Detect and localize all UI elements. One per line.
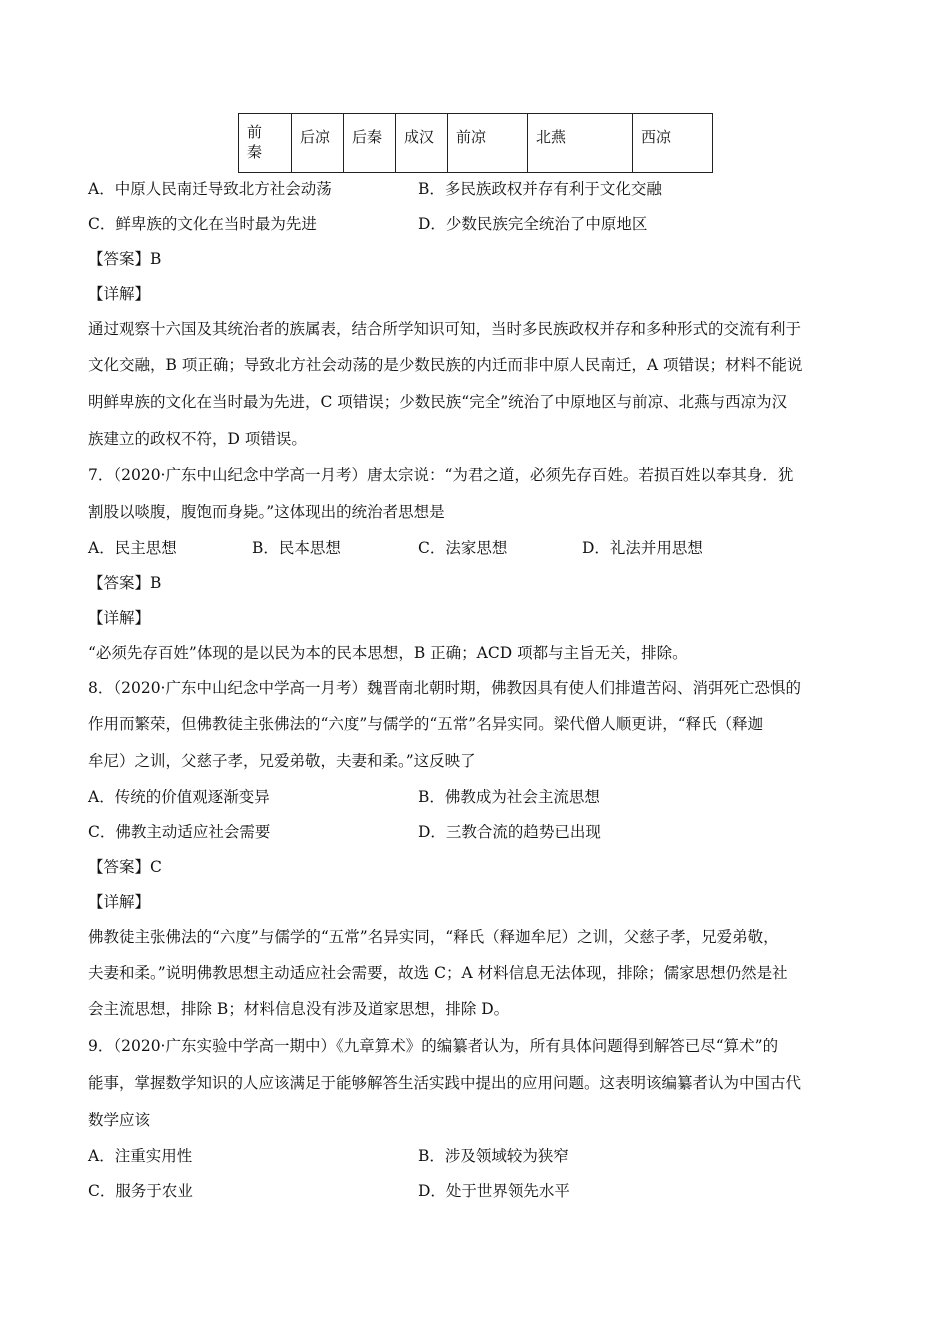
- q9-option-a: A．注重实用性: [88, 1147, 193, 1165]
- table-cell: 北燕: [528, 114, 633, 173]
- q6-option-d: D．少数民族完全统治了中原地区: [418, 215, 648, 233]
- q9-stem-line: 9．（2020·广东实验中学高一期中）《九章算术》的编纂者认为，所有具体问题得到解答已尽“算术”的: [88, 1037, 779, 1055]
- table-cell: 后凉: [292, 114, 344, 173]
- q8-detail-line: 夫妻和柔。”说明佛教思想主动适应社会需要，故选 C；A 材料信息无法体现，排除；儒家思想仍然是社: [88, 964, 788, 982]
- q7-option-c: C．法家思想: [418, 539, 508, 557]
- q8-option-d: D．三教合流的趋势已出现: [418, 823, 601, 841]
- q7-detail-line: “必须先存百姓”体现的是以民为本的民本思想，B 正确；ACD 项都与主旨无关，排除。: [88, 644, 688, 662]
- q8-detail-line: 佛教徒主张佛法的“六度”与儒学的“五常”名异实同，“释氏（释迦牟尼）之训，父慈子孝，兄爱弟敬，: [88, 928, 779, 946]
- q9-stem-line: 数学应该: [88, 1111, 151, 1129]
- q6-detail-line: 明鲜卑族的文化在当时最为先进，C 项错误；少数民族“完全”统治了中原地区与前凉、北燕与西凉为汉: [88, 393, 788, 411]
- q6-detail-label: 【详解】: [88, 285, 151, 303]
- q6-option-c: C．鲜卑族的文化在当时最为先进: [88, 215, 317, 233]
- q6-answer: 【答案】B: [88, 250, 162, 268]
- q9-option-d: D．处于世界领先水平: [418, 1182, 570, 1200]
- q8-option-c: C．佛教主动适应社会需要: [88, 823, 271, 841]
- q7-option-d: D．礼法并用思想: [582, 539, 703, 557]
- dynasty-table: [238, 113, 713, 173]
- q7-option-b: B．民本思想: [252, 539, 341, 557]
- q6-detail-line: 文化交融，B 项正确；导致北方社会动荡的是少数民族的内迁而非中原人民南迁，A 项错误；材料不能说: [88, 356, 803, 374]
- q8-option-a: A．传统的价值观逐渐变异: [88, 788, 270, 806]
- q6-option-b: B．多民族政权并存有利于文化交融: [418, 180, 662, 198]
- q7-answer: 【答案】B: [88, 574, 162, 592]
- q8-stem-line: 牟尼）之训，父慈子孝，兄爱弟敬，夫妻和柔。”这反映了: [88, 752, 476, 770]
- q8-stem-line: 作用而繁荣，但佛教徒主张佛法的“六度”与儒学的“五常”名异实同。梁代僧人顺更讲，“释氏（释迦: [88, 715, 764, 733]
- q9-stem-line: 能事，掌握数学知识的人应该满足于能够解答生活实践中提出的应用问题。这表明该编纂者认为中国古代: [88, 1074, 802, 1092]
- q8-detail-label: 【详解】: [88, 893, 151, 911]
- table-row: [239, 114, 713, 173]
- q9-option-c: C．服务于农业: [88, 1182, 193, 1200]
- q6-detail-line: 通过观察十六国及其统治者的族属表，结合所学知识可知，当时多民族政权并存和多种形式的交流有利于: [88, 320, 802, 338]
- table-cell: 西凉: [633, 114, 713, 173]
- q8-answer: 【答案】C: [88, 858, 162, 876]
- table-cell: 前秦: [239, 114, 292, 173]
- q7-option-a: A．民主思想: [88, 539, 177, 557]
- table-cell: 前凉: [448, 114, 528, 173]
- q8-stem-line: 8．（2020·广东中山纪念中学高一月考）魏晋南北朝时期，佛教因具有使人们排遣苦闷、消弭死亡恐惧的: [88, 679, 801, 697]
- table-cell: 成汉: [396, 114, 448, 173]
- q7-stem-line: 7．（2020·广东中山纪念中学高一月考）唐太宗说：“为君之道，必须先存百姓。若损百姓以奉其身．犹: [88, 466, 794, 484]
- q7-detail-label: 【详解】: [88, 609, 151, 627]
- q8-detail-line: 会主流思想，排除 B；材料信息没有涉及道家思想，排除 D。: [88, 1000, 510, 1018]
- q6-option-a: A．中原人民南迁导致北方社会动荡: [88, 180, 332, 198]
- q8-option-b: B．佛教成为社会主流思想: [418, 788, 600, 806]
- q6-detail-line: 族建立的政权不符，D 项错误。: [88, 430, 307, 448]
- q7-stem-line: 割股以啖腹，腹饱而身毙。”这体现出的统治者思想是: [88, 503, 445, 521]
- table-cell: 后秦: [344, 114, 396, 173]
- q9-option-b: B．涉及领域较为狭窄: [418, 1147, 569, 1165]
